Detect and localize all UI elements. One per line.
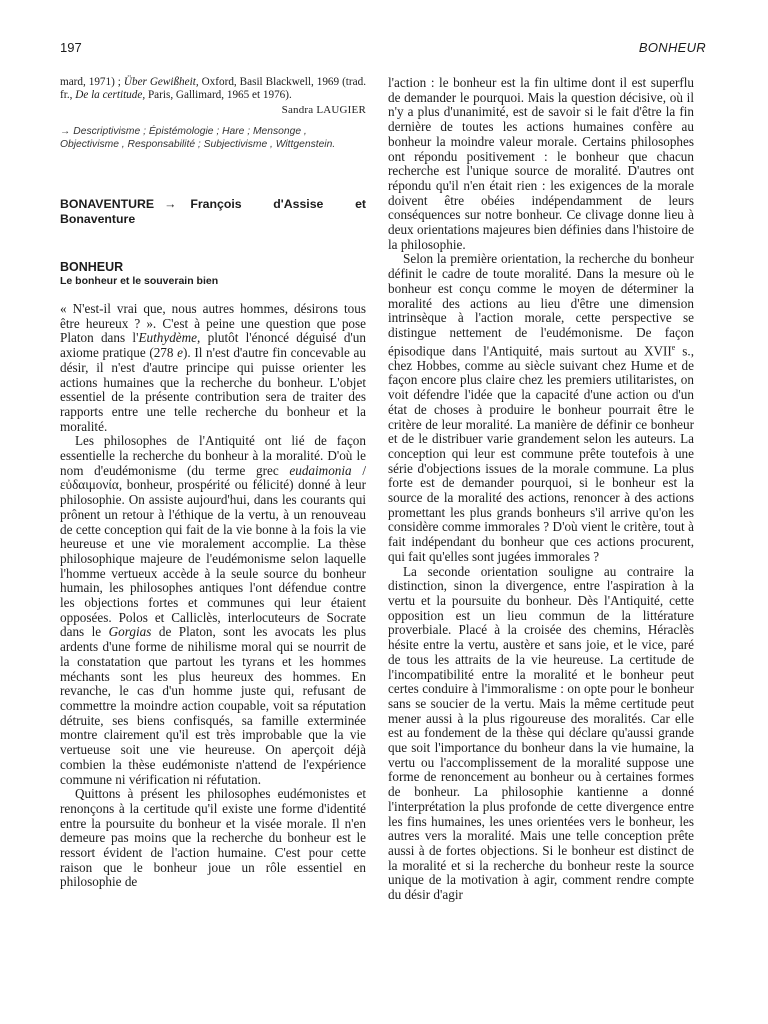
century-numeral: XVII: [643, 343, 672, 359]
page-number: 197: [60, 40, 82, 55]
entry-headword: BONAVENTURE: [60, 197, 155, 211]
paragraph: l'action : le bonheur est la fin ultime dont il est superflu de demander le pourquoi. Mais la question décisive, où il n'y a plus d'unanimité, est de savoir si le fait d'être la fin dernière de toutes les actions humaines confère au bonheur la moindre valeur morale. Certains philosophes ont répondu positivement : le bonheur que chacun recherche est l'unique source de moralité. D'autres ont répondu qu'il n'en était rien : les exigences de la morale doivent être obéies indépendamment de leurs conséquences sur notre bonheur. Ce clivage donne lieu à deux orientations majeures bien définies dans l'histoire de la philosophie.: [388, 75, 694, 252]
italic-text: Gorgias: [108, 624, 152, 640]
page-header: [60, 40, 706, 58]
ref-text: mard, 1971) ;: [60, 76, 124, 88]
bibliography-reference: [60, 76, 366, 101]
arrow-right-icon: →: [164, 197, 177, 211]
text: Selon la première orientation, la recherche du bonheur définit le cadre de toute moralité. Dans la mesure où le bonheur est conçu comme le moyen de déterminer la moralité des actions au lieu d'être une dimension intrinsèque à l'action morale, cette perspective se distingue nettement de l'eudémonisme. De façon épisodique dans l'Antiquité, mais surtout au: [388, 251, 694, 359]
article-author: Sandra LAUGIER: [281, 104, 366, 117]
text: de Platon, sont les avocats les plus ardents d'une forme de nihilisme moral qui se nourrit de la constatation que partout les tyrans et les hommes méchants sont les plus heureux des hommes. En revanche, le cas d'un homme juste qui, refusant de commettre la moindre action coupable, voit sa réputation détruite, ses biens confisqués, sa famille exterminée montre clairement qu'il est très improbable que la vie vertueuse soit une vie heureuse. On aperçoit déjà combien la thèse eudémoniste n'attend de l'expérience commune ni vérification ni réfutation.: [60, 624, 366, 787]
text: ). Il n'est d'autre fin concevable au désir, il n'est d'autre principe qui puisse orienter les actions humaines que la recherche du bonheur. L'objet essentiel de la présente contribution sera de traiter des rapports entre une telle recherche du bonheur et la moralité.: [60, 345, 367, 434]
ref-word: et: [355, 197, 366, 211]
see-also-references: [60, 126, 366, 151]
entry-title: BONHEUR: [60, 260, 124, 274]
arrow-right-icon: →: [60, 126, 71, 138]
paragraph: Quittons à présent les philosophes eudémonistes et renonçons à la certitude qu'il existe une forme d'identité entre la poursuite du bonheur et la visée morale. Il n'en demeure pas moins que la recherche du bonheur est le ressort évident de l'action humaine. C'est pour cette raison que le bonheur joue un rôle essentiel en philosophie de: [60, 786, 366, 890]
paragraph: [388, 252, 694, 564]
ref-title: Über Gewißheit,: [123, 76, 199, 88]
left-column: [60, 76, 366, 890]
ref-text: Oxford, Basil Blackwell, 1969 (trad. fr.,: [60, 76, 366, 101]
entry-subtitle: Le bonheur et le souverain bien: [60, 275, 219, 287]
superscript: e: [671, 342, 676, 352]
text: , plutôt l'énoncé déguisé d'un axiome pratique (278: [60, 330, 366, 361]
paragraph: [60, 434, 366, 787]
text: Les philosophes de l'Antiquité ont lié de façon essentielle la recherche du bonheur à la moralité. D'où le nom d'eudémonisme (du terme grec: [60, 433, 366, 478]
ref-title: De la certitude,: [75, 88, 146, 101]
paragraph: La seconde orientation souligne au contraire la distinction, sinon la divergence, entre l'aspiration à la vertu et la poursuite du bonheur. Dès l'Antiquité, cette opposition est un lieu commun de la littérature proverbiale. Placé à la croisée des chemins, Héraclès hésite entre la vertu, austère et sans joie, et le vice, paré de tous les attraits de la vie heureuse. La certitude de l'incompatibilité entre la moralité et le bonheur peut certes conduire à l'immoralisme : on opte pour le bonheur sans se soucier de la vertu. Mais la même certitude peut mener aussi à la plus rigoureuse des moralités. Car elle est au fondement de la thèse qui déclare qu'aussi grande que soit l'importance du bonheur dans la vie humaine, la vertu ou l'accomplissement de la moralité suppose une forme de renoncement au bonheur ou à certaines formes de bonheur. La philosophie kantienne a donné l'interprétation la plus profonde de cette divergence entre les fins humaines, les unes orientées vers le bonheur, les autres vers la moralité. Mais une telle conception prête aussi à de fortes objections. Si le bonheur est distinct de la moralité et si la recherche du bonheur reste la source unique de la motivation à agir, comment rendre compte du désir d'agir: [388, 563, 694, 903]
text: s., chez Hobbes, comme au siècle suivant chez Hume et de façon encore plus claire chez les premiers utilitaristes, on voit défendre l'idée que la capacité d'une action ou d'un état de choses à produire le bonheur pourrait être le critère de leur moralité. La manière de définir ce bonheur et de le distribuer varie grandement selon les auteurs. La conception qui leur est commune prête toutefois à une série d'objections issues de la morale commune. La plus forte est de demander pourquoi, si le bonheur est la source de la moralité des actions, renoncer à des actions promettant les plus grands bonheurs s'il arrive qu'on les considère comme immorales ? D'où vient le critère, tout à fait indépendant du bonheur que ces actions procurent, qui fait qu'elles sont jugées immorales ?: [388, 343, 694, 564]
entry-bonaventure: [60, 197, 366, 227]
text: / εὐδαιμονία, bonheur, prospérité ou félicité) donné à leur philosophie. On assiste aujourd'hui, dans les courants qui prônent un retour à l'éthique de la vertu, à un renouveau de cette conception qui fait de la vie bonne à la fois la vie heureuse et une vie moralement accomplie. La thèse philosophique majeure de l'eudémonisme selon laquelle l'homme vertueux accède à la seule source du bonheur humain, les philosophes antiques l'ont défendue contre les objections fortes et communes qui leur étaient opposées. Polos et Calliclès, interlocuteurs de Socrate dans le: [60, 462, 367, 640]
see-also-text: Descriptivisme ; Épistémologie ; Hare ; Mensonge , Objectivisme , Responsabilité ; Subjectivisme , Wittgenstein.: [60, 126, 336, 150]
italic-text: eudaimonia: [289, 462, 352, 478]
ref-word: François: [190, 197, 242, 211]
cross-reference-target: Bonaventure: [60, 212, 136, 226]
right-column: [388, 76, 694, 903]
cross-reference-target: [190, 197, 366, 212]
italic-text: e: [177, 345, 184, 361]
ref-text: Paris, Gallimard, 1965 et 1976).: [145, 88, 292, 101]
text: « N'est-il vrai que, nous autres hommes, désirons tous être heureux ? ». C'est à peine une question que pose Platon dans l': [60, 301, 366, 346]
ref-word: d'Assise: [273, 197, 324, 211]
running-head: BONHEUR: [638, 40, 706, 55]
paragraph: [60, 302, 366, 434]
italic-text: Euthydème: [138, 330, 198, 346]
